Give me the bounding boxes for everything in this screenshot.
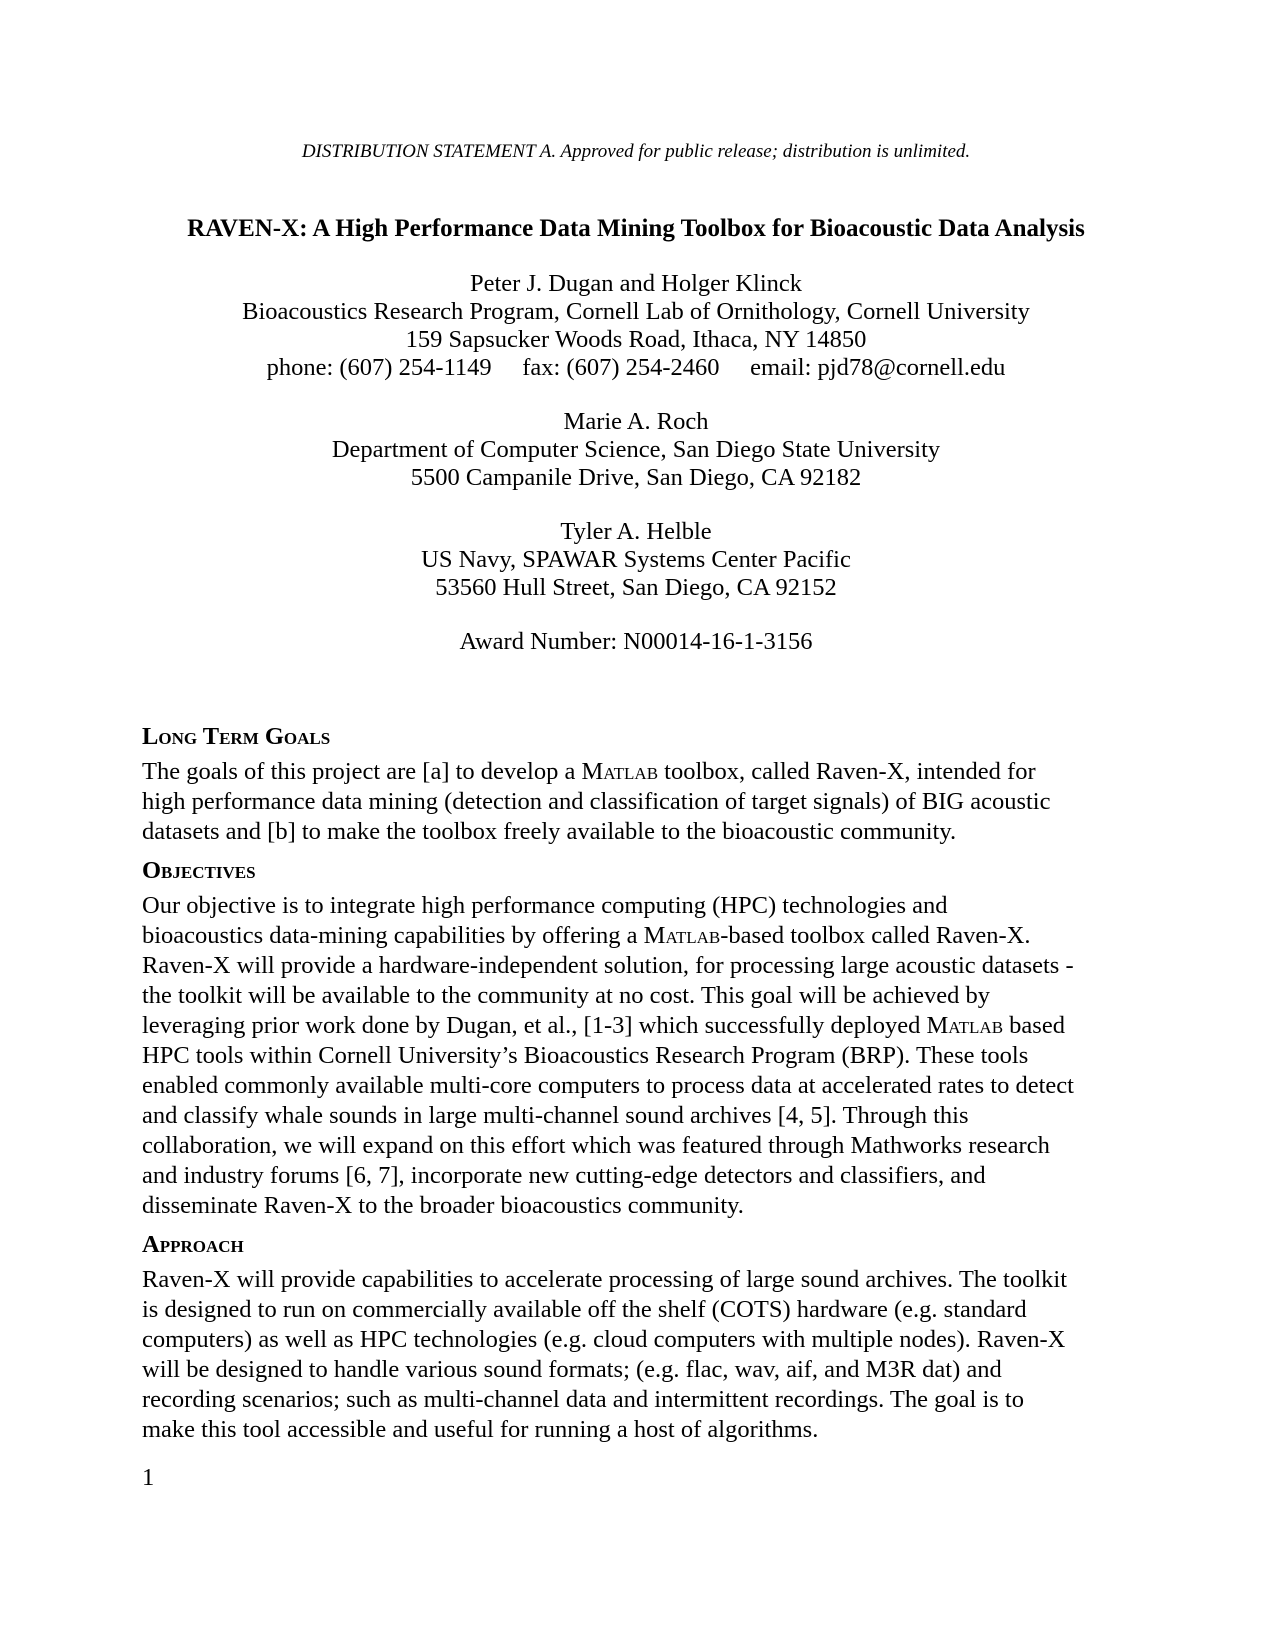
author-names: Marie A. Roch	[563, 408, 709, 435]
section-approach	[142, 1230, 1130, 1445]
section-heading: Long Term Goals	[142, 723, 331, 750]
text-run: -based toolbox called Raven-X. Raven-X will provide a hardware-independent solution, for processing large acoustic datasets - the toolkit will be available to the community at no cost. This goal will be achieved by leveraging prior work done by Dugan, et al., [1-3] which successfully deployed	[142, 922, 1074, 1039]
author-address: 5500 Campanile Drive, San Diego, CA 92182	[410, 464, 862, 491]
section-heading: Approach	[142, 1231, 244, 1258]
report-sections	[142, 722, 1130, 1445]
paper-title: RAVEN-X: A High Performance Data Mining Toolbox for Bioacoustic Data Analysis	[187, 215, 1085, 242]
award-number: Award Number: N00014-16-1-3156	[459, 628, 813, 655]
author-names: Tyler A. Helble	[560, 518, 712, 545]
author-address: 159 Sapsucker Woods Road, Ithaca, NY 14850	[405, 326, 867, 353]
section-paragraph	[142, 757, 1074, 847]
author-address: 53560 Hull Street, San Diego, CA 92152	[435, 574, 837, 601]
text-run: Our objective is to integrate high performance computing (HPC) technologies and bioacoustics data-mining capabilities by offering a	[142, 892, 948, 949]
author-block-helble	[142, 518, 1130, 602]
section-long-term-goals	[142, 722, 1130, 847]
author-block-dugan-klinck	[142, 270, 1130, 382]
author-names: Peter J. Dugan and Holger Klinck	[469, 270, 803, 297]
text-run: toolbox, called Raven-X, intended for high performance data mining (detection and classification of target signals) of BIG acoustic datasets and [b] to make the toolbox freely available to the bioacoustic community.	[142, 758, 1051, 845]
text-run: Raven-X will provide capabilities to accelerate processing of large sound archives. The toolkit is designed to run on commercially available off the shelf (COTS) hardware (e.g. standard computers) as well as HPC technologies (e.g. cloud computers with multiple nodes). Raven-X will be designed to handle various sound formats; (e.g. flac, wav, aif, and M3R dat) and recording scenarios; such as multi-channel data and intermittent recordings. The goal is to make this tool accessible and useful for running a host of algorithms.	[142, 1266, 1068, 1443]
section-objectives	[142, 856, 1130, 1221]
text-run: based HPC tools within Cornell University’s Bioacoustics Research Program (BRP). These tools enabled commonly available multi-core computers to process data at accelerated rates to detect and classify whale sounds in large multi-channel sound archives [4, 5]. Through this collaboration, we will expand on this effort which was featured through Mathworks research and industry forums [6, 7], incorporate new cutting-edge detectors and classifiers, and disseminate Raven-X to the broader bioacoustics community.	[142, 1012, 1074, 1219]
author-affiliation: US Navy, SPAWAR Systems Center Pacific	[421, 546, 851, 573]
section-heading: Objectives	[142, 857, 256, 884]
text-run: Matlab	[643, 922, 721, 949]
author-block-roch	[142, 408, 1130, 492]
author-contact-line: phone: (607) 254-1149 fax: (607) 254-2460 email: pjd78@cornell.edu	[266, 354, 1006, 381]
section-paragraph	[142, 1265, 1074, 1445]
author-affiliation: Bioacoustics Research Program, Cornell Lab of Ornithology, Cornell University	[242, 298, 1030, 325]
text-run: Matlab	[581, 758, 659, 785]
author-affiliation: Department of Computer Science, San Diego State University	[331, 436, 941, 463]
distribution-statement: DISTRIBUTION STATEMENT A. Approved for public release; distribution is unlimited.	[301, 141, 971, 162]
section-paragraph	[142, 891, 1074, 1221]
text-run: Matlab	[926, 1012, 1004, 1039]
text-run: The goals of this project are [a] to develop a	[142, 758, 582, 785]
title-block	[142, 140, 1130, 656]
page-number: 1	[142, 1464, 155, 1491]
